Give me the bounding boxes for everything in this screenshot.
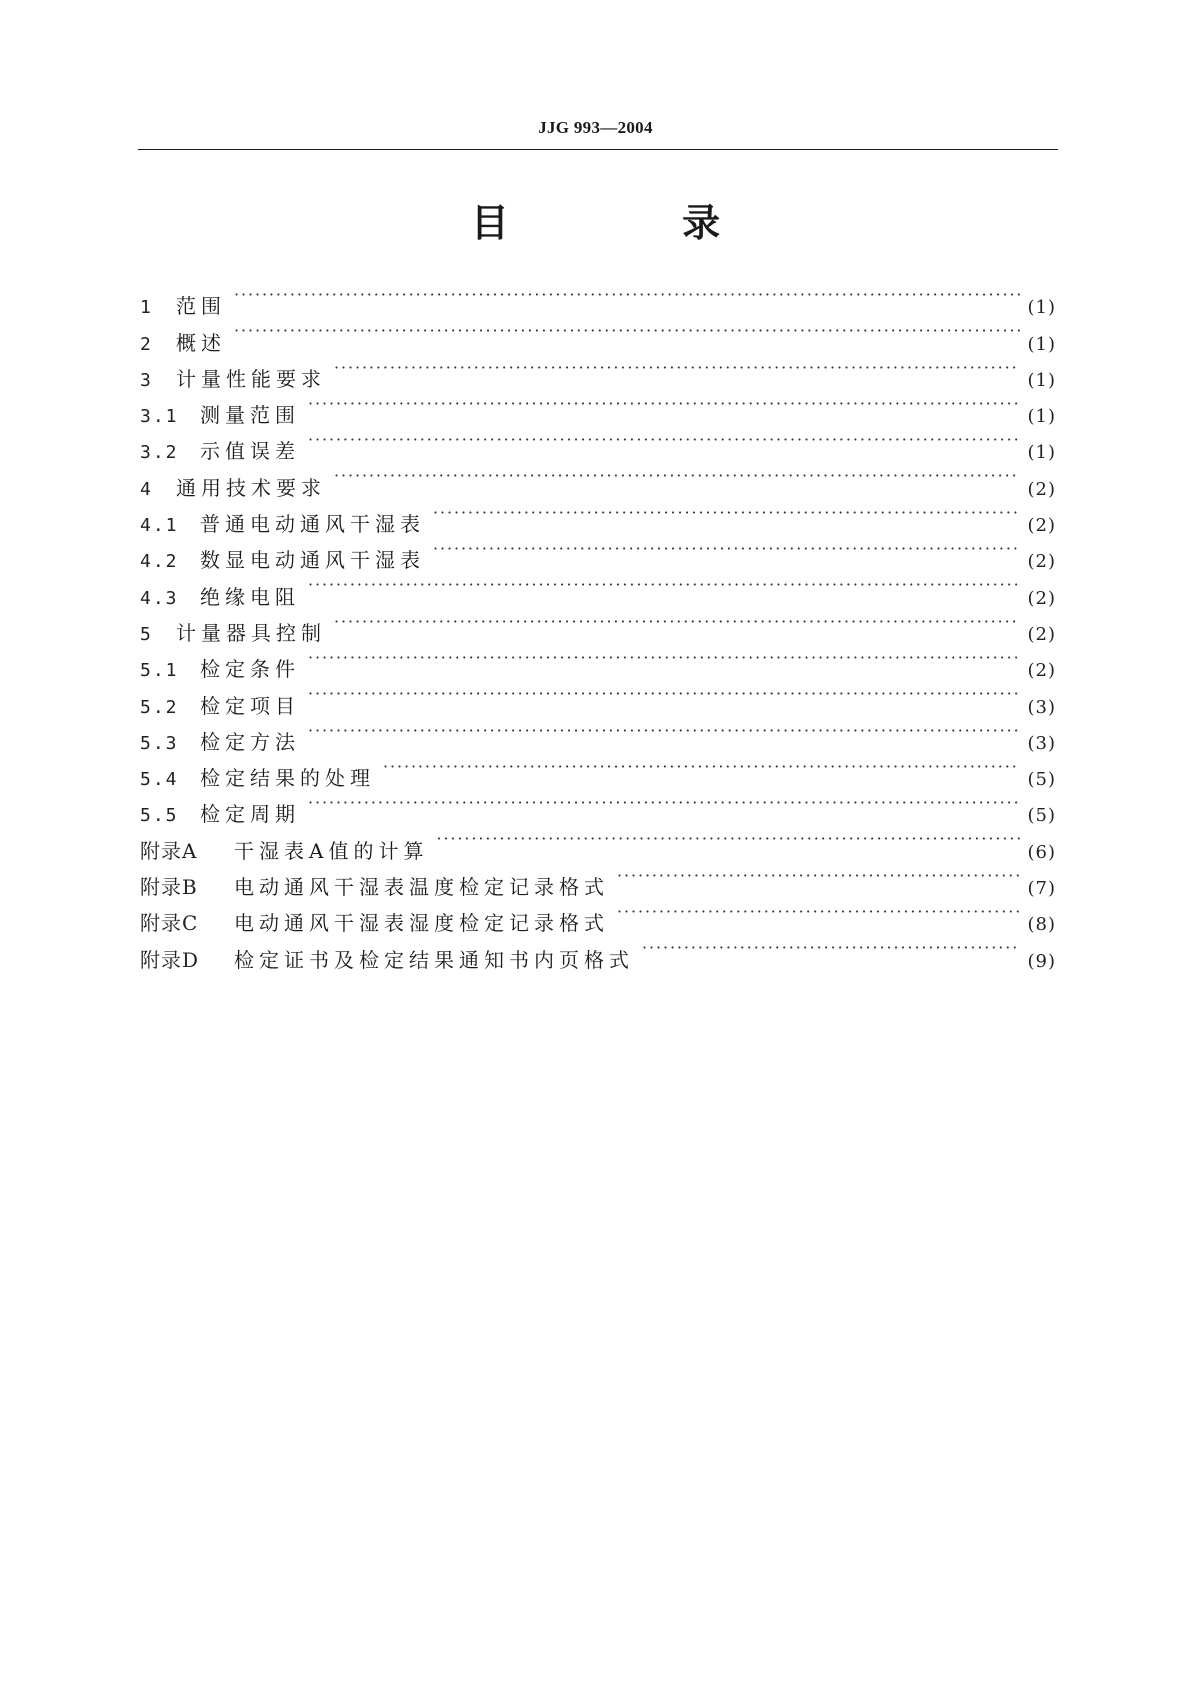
toc-entry-page: (7) xyxy=(1027,878,1056,900)
toc-entry-title: 计量器具控制 xyxy=(176,620,326,645)
toc-entry-page: (2) xyxy=(1027,623,1056,645)
toc-entry-number: 5.3 xyxy=(140,732,179,754)
toc-entry-title: 检定证书及检定结果通知书内页格式 xyxy=(234,947,634,972)
toc-entry[interactable] xyxy=(140,277,1056,319)
toc-entry-title: 数显电动通风干湿表 xyxy=(200,548,425,573)
toc-entry-title: 电动通风干湿表湿度检定记录格式 xyxy=(234,911,609,936)
toc-entry-title: 电动通风干湿表温度检定记录格式 xyxy=(234,875,609,900)
toc-dot-leader xyxy=(334,458,1020,494)
header-rule xyxy=(138,149,1058,150)
toc-entry[interactable] xyxy=(140,313,1056,355)
toc-entry-page: (1) xyxy=(1027,333,1056,355)
toc-dot-leader xyxy=(308,676,1020,712)
toc-entry-number: 3 xyxy=(140,369,153,391)
toc-entry-title: 检定周期 xyxy=(200,802,300,827)
toc-entry-number: 4 xyxy=(140,478,153,500)
toc-entry-page: (1) xyxy=(1027,442,1056,464)
toc-entry-title: 通用技术要求 xyxy=(176,475,326,500)
toc-entry-title: 检定结果的处理 xyxy=(200,766,375,791)
toc-entry-page: (1) xyxy=(1027,297,1056,319)
table-of-contents xyxy=(140,277,1056,972)
toc-entry-number: 5 xyxy=(140,623,153,645)
toc-entry-number: 5.2 xyxy=(140,696,179,718)
toc-entry-title: 示值误差 xyxy=(200,439,300,464)
toc-entry-number: 3.2 xyxy=(140,442,179,464)
toc-entry-number: 4.3 xyxy=(140,587,179,609)
toc-entry-title: 检定条件 xyxy=(200,657,300,682)
toc-entry-title: 绝缘电阻 xyxy=(200,584,300,609)
document-code: JJG 993—2004 xyxy=(538,118,653,137)
toc-entry-number: 1 xyxy=(140,297,153,319)
toc-entry-number: 附录B xyxy=(140,875,198,900)
toc-entry-title: 检定项目 xyxy=(200,693,300,718)
toc-entry-page: (3) xyxy=(1027,696,1056,718)
toc-dot-leader xyxy=(383,749,1020,785)
toc-dot-leader xyxy=(234,277,1020,313)
toc-dot-leader xyxy=(334,604,1020,640)
toc-entry-title: 计量性能要求 xyxy=(176,366,326,391)
toc-entry-page: (3) xyxy=(1027,732,1056,754)
toc-entry-page: (2) xyxy=(1027,587,1056,609)
toc-entry-title: 范围 xyxy=(176,294,226,319)
toc-dot-leader xyxy=(617,894,1020,930)
toc-entry-number: 5.1 xyxy=(140,660,179,682)
toc-entry-page: (1) xyxy=(1027,406,1056,428)
toc-entry[interactable] xyxy=(140,350,1056,391)
toc-dot-leader xyxy=(308,422,1020,458)
toc-entry-page: (9) xyxy=(1027,950,1056,972)
toc-entry-page: (2) xyxy=(1027,660,1056,682)
toc-entry-page: (2) xyxy=(1027,515,1056,537)
toc-dot-leader xyxy=(433,531,1020,567)
toc-dot-leader xyxy=(308,640,1020,676)
toc-dot-leader xyxy=(334,350,1020,386)
toc-entry-page: (2) xyxy=(1027,478,1056,500)
toc-entry-number: 4.2 xyxy=(140,551,179,573)
toc-entry-number: 3.1 xyxy=(140,406,179,428)
toc-dot-leader xyxy=(308,785,1020,821)
toc-entry-page: (5) xyxy=(1027,805,1056,827)
toc-entry-number: 附录D xyxy=(140,947,200,972)
toc-entry-page: (5) xyxy=(1027,769,1056,791)
toc-entry-page: (8) xyxy=(1027,914,1056,936)
toc-dot-leader xyxy=(433,495,1020,531)
toc-entry-number: 附录C xyxy=(140,911,199,936)
toc-entry-page: (6) xyxy=(1027,841,1056,863)
toc-entry-number: 4.1 xyxy=(140,515,179,537)
toc-dot-leader xyxy=(308,567,1020,603)
toc-entry-title: 普通电动通风干湿表 xyxy=(200,512,425,537)
toc-title: 目 录 xyxy=(470,201,801,245)
toc-entry-number: 附录A xyxy=(140,838,198,863)
toc-dot-leader xyxy=(234,313,1020,349)
toc-dot-leader xyxy=(308,386,1020,422)
toc-dot-leader xyxy=(642,930,1020,966)
toc-entry-number: 5.4 xyxy=(140,769,179,791)
toc-dot-leader xyxy=(436,821,1019,857)
toc-dot-leader xyxy=(308,713,1020,749)
toc-entry-title: 干湿表A值的计算 xyxy=(234,838,429,863)
toc-entry-number: 2 xyxy=(140,333,153,355)
toc-dot-leader xyxy=(617,858,1020,894)
toc-entry-number: 5.5 xyxy=(140,805,179,827)
toc-entry-title: 检定方法 xyxy=(200,729,300,754)
toc-entry-title: 概述 xyxy=(176,330,226,355)
toc-entry-page: (2) xyxy=(1027,551,1056,573)
toc-entry-title: 测量范围 xyxy=(200,403,300,428)
toc-entry-page: (1) xyxy=(1027,369,1056,391)
